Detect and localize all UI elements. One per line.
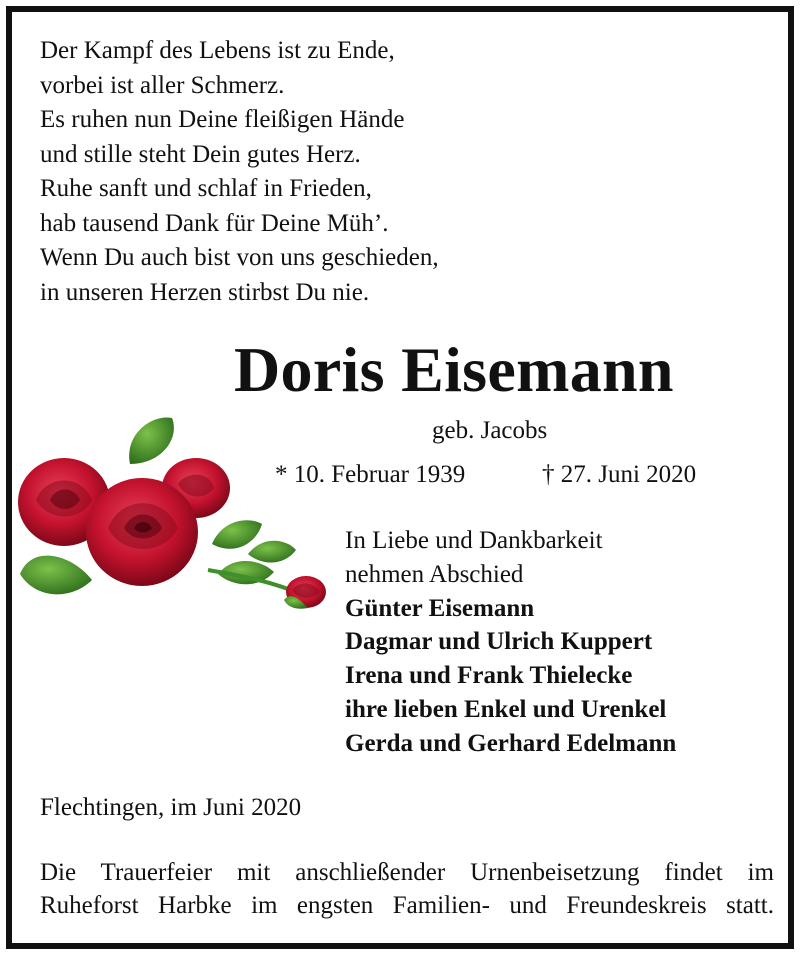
- poem: [40, 34, 439, 310]
- mourners-intro-line: nehmen Abschied: [345, 560, 524, 588]
- mourner-name: ihre lieben Enkel und Urenkel: [345, 695, 667, 723]
- deceased-name: Doris Eisemann: [234, 334, 674, 405]
- poem-line: Der Kampf des Lebens ist zu Ende,: [40, 37, 395, 64]
- service-line: Ruheforst Harbke im engsten Familien- und Freundeskreis statt.: [40, 892, 774, 919]
- birth-date: * 10. Februar 1939: [275, 461, 466, 488]
- mourner-name: Irena und Frank Thielecke: [345, 662, 633, 690]
- mourner-name: Günter Eisemann: [345, 594, 535, 622]
- poem-line: in unseren Herzen stirbst Du nie.: [40, 278, 370, 306]
- mourner-name: Dagmar und Ulrich Kuppert: [345, 628, 653, 656]
- obituary-frame: [6, 6, 794, 949]
- mourner-name: Gerda und Gerhard Edelmann: [345, 729, 677, 757]
- poem-line: Ruhe sanft und schlaf in Frieden,: [40, 175, 372, 202]
- maiden-name: geb. Jacobs: [432, 417, 548, 444]
- poem-line: Es ruhen nun Deine fleißigen Hände: [40, 106, 405, 133]
- mourners-intro-line: In Liebe und Dankbarkeit: [345, 527, 603, 554]
- service-line: Die Trauerfeier mit anschließender Urnenbeisetzung findet im: [40, 859, 774, 886]
- poem-line: hab tausend Dank für Deine Müh’.: [40, 209, 389, 237]
- mourners-block: [345, 524, 676, 761]
- service-notice: [40, 856, 774, 922]
- poem-line: und stille steht Dein gutes Herz.: [40, 140, 361, 168]
- poem-line: vorbei ist aller Schmerz.: [40, 71, 285, 99]
- death-date: † 27. Juni 2020: [542, 461, 697, 488]
- place-date: Flechtingen, im Juni 2020: [40, 794, 302, 821]
- poem-line: Wenn Du auch bist von uns geschieden,: [40, 244, 439, 271]
- roses-image: [12, 404, 332, 616]
